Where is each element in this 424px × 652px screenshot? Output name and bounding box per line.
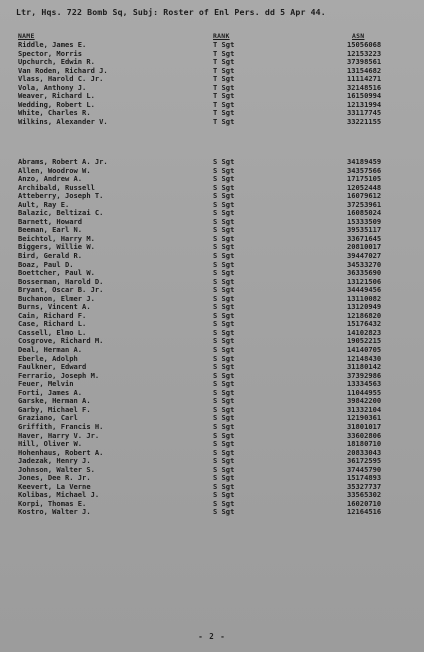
roster-asn: 13334563 [347, 379, 382, 389]
roster-name: Cain, Richard F. [18, 310, 87, 320]
roster-row [0, 508, 424, 517]
roster-rank: S Sgt [213, 404, 235, 414]
roster-rank: S Sgt [213, 319, 235, 329]
roster-asn: 15056068 [347, 40, 382, 49]
roster-asn: 12131994 [347, 99, 382, 109]
roster-name: Jadezak, Henry J. [18, 456, 91, 466]
column-header-name: NAME [18, 32, 35, 40]
roster-rank: S Sgt [213, 507, 235, 517]
roster-asn: 14102823 [347, 327, 382, 337]
roster-name: Deal, Herman A. [18, 345, 83, 355]
roster-asn: 34357566 [347, 165, 382, 175]
roster-rank: S Sgt [213, 191, 235, 201]
roster-name: Wedding, Robert L. [18, 99, 95, 109]
roster-rank: T Sgt [213, 108, 235, 118]
roster-name: Atteberry, Joseph T. [18, 191, 104, 201]
roster-name: Boettcher, Paul W. [18, 268, 95, 278]
roster-rank: S Sgt [213, 199, 235, 209]
roster-asn: 12153223 [347, 48, 382, 58]
tsgt-roster-list [0, 41, 424, 126]
column-header-asn: ASN [352, 32, 365, 40]
roster-rank: S Sgt [213, 421, 235, 431]
roster-asn: 11114271 [347, 74, 382, 84]
page-number: - 2 - [198, 632, 226, 641]
roster-rank: S Sgt [213, 387, 235, 397]
roster-rank: S Sgt [213, 439, 235, 449]
roster-row [0, 118, 424, 127]
roster-asn: 33671645 [347, 233, 382, 243]
roster-name: Ault, Ray E. [18, 199, 70, 209]
roster-name: Upchurch, Edwin R. [18, 57, 95, 67]
roster-rank: T Sgt [213, 48, 235, 58]
roster-name: Cosgrove, Richard M. [18, 336, 104, 346]
roster-name: Beichtol, Harry M. [18, 233, 95, 243]
roster-rank: T Sgt [213, 99, 235, 109]
roster-name: Buchanon, Elmer J. [18, 293, 95, 303]
roster-asn: 18180710 [347, 439, 382, 449]
roster-rank: S Sgt [213, 225, 235, 235]
roster-rank: T Sgt [213, 74, 235, 84]
roster-rank: S Sgt [213, 447, 235, 457]
roster-name: Garby, Michael F. [18, 404, 91, 414]
roster-rank: T Sgt [213, 82, 235, 92]
roster-name: Griffith, Francis H. [18, 421, 104, 431]
roster-asn: 17175105 [347, 174, 382, 184]
roster-rank: S Sgt [213, 353, 235, 363]
roster-rank: S Sgt [213, 157, 235, 166]
roster-asn: 15176432 [347, 319, 382, 329]
roster-name: Feuer, Melvin [18, 379, 74, 389]
roster-rank: S Sgt [213, 182, 235, 192]
roster-name: Hill, Oliver W. [18, 439, 83, 449]
roster-asn: 34533270 [347, 259, 382, 269]
roster-name: Johnson, Walter S. [18, 464, 95, 474]
roster-name: Kolibas, Michael J. [18, 490, 100, 500]
roster-name: Ferrario, Joseph M. [18, 370, 100, 380]
roster-name: Hohenhaus, Robert A. [18, 447, 104, 457]
roster-asn: 20810017 [347, 242, 382, 252]
roster-asn: 16020710 [347, 498, 382, 508]
roster-asn: 12190361 [347, 413, 382, 423]
roster-name: Barnett, Howard [18, 216, 83, 226]
roster-name: Wilkins, Alexander V. [18, 116, 108, 126]
roster-rank: S Sgt [213, 208, 235, 218]
roster-asn: 33117745 [347, 108, 382, 118]
roster-asn: 34449456 [347, 285, 382, 295]
roster-asn: 35327737 [347, 481, 382, 491]
roster-asn: 12186820 [347, 310, 382, 320]
roster-rank: S Sgt [213, 268, 235, 278]
roster-rank: S Sgt [213, 379, 235, 389]
roster-name: Allen, Woodrow W. [18, 165, 91, 175]
roster-rank: S Sgt [213, 498, 235, 508]
roster-name: Riddle, James E. [18, 40, 87, 49]
roster-asn: 16150994 [347, 91, 382, 101]
roster-rank: S Sgt [213, 165, 235, 175]
roster-asn: 32148516 [347, 82, 382, 92]
roster-name: Kostro, Walter J. [18, 507, 91, 517]
roster-asn: 31332104 [347, 404, 382, 414]
roster-name: Vlass, Harold C. Jr. [18, 74, 104, 84]
roster-asn: 39447027 [347, 251, 382, 261]
roster-rank: S Sgt [213, 464, 235, 474]
roster-rank: S Sgt [213, 285, 235, 295]
roster-asn: 37445790 [347, 464, 382, 474]
roster-name: Bird, Gerald R. [18, 251, 83, 261]
roster-rank: S Sgt [213, 327, 235, 337]
roster-asn: 36172595 [347, 456, 382, 466]
roster-rank: S Sgt [213, 310, 235, 320]
column-header-rank: RANK [213, 32, 230, 40]
roster-rank: S Sgt [213, 302, 235, 312]
roster-name: Balazic, Beltizai C. [18, 208, 104, 218]
roster-name: White, Charles R. [18, 108, 91, 118]
roster-name: Van Roden, Richard J. [18, 65, 108, 75]
roster-rank: S Sgt [213, 413, 235, 423]
roster-name: Archibald, Russell [18, 182, 95, 192]
roster-asn: 12164516 [347, 507, 382, 517]
roster-asn: 31180142 [347, 362, 382, 372]
roster-asn: 15333509 [347, 216, 382, 226]
roster-name: Anzo, Andrew A. [18, 174, 83, 184]
roster-rank: T Sgt [213, 40, 235, 49]
roster-name: Abrams, Robert A. Jr. [18, 157, 108, 166]
roster-name: Case, Richard L. [18, 319, 87, 329]
roster-rank: S Sgt [213, 251, 235, 261]
roster-rank: S Sgt [213, 396, 235, 406]
roster-rank: S Sgt [213, 430, 235, 440]
roster-name: Burns, Vincent A. [18, 302, 91, 312]
roster-asn: 13154682 [347, 65, 382, 75]
roster-asn: 13121506 [347, 276, 382, 286]
roster-rank: S Sgt [213, 362, 235, 372]
roster-asn: 20833043 [347, 447, 382, 457]
roster-name: Forti, James A. [18, 387, 83, 397]
roster-name: Garske, Herman A. [18, 396, 91, 406]
roster-asn: 39535117 [347, 225, 382, 235]
roster-asn: 34189459 [347, 157, 382, 166]
roster-name: Spector, Morris [18, 48, 83, 58]
roster-rank: S Sgt [213, 216, 235, 226]
roster-name: Korpi, Thomas E. [18, 498, 87, 508]
roster-asn: 37392986 [347, 370, 382, 380]
roster-asn: 31801017 [347, 421, 382, 431]
roster-name: Beeman, Earl N. [18, 225, 83, 235]
roster-rank: T Sgt [213, 65, 235, 75]
roster-asn: 11044955 [347, 387, 382, 397]
roster-asn: 13120949 [347, 302, 382, 312]
roster-name: Biggers, Willie W. [18, 242, 95, 252]
roster-rank: S Sgt [213, 370, 235, 380]
roster-rank: S Sgt [213, 336, 235, 346]
roster-asn: 33602806 [347, 430, 382, 440]
roster-asn: 14140705 [347, 345, 382, 355]
roster-name: Bosserman, Harold D. [18, 276, 104, 286]
roster-asn: 16085024 [347, 208, 382, 218]
roster-rank: S Sgt [213, 490, 235, 500]
roster-name: Graziano, Carl [18, 413, 78, 423]
roster-name: Jones, Dee R. Jr. [18, 473, 91, 483]
roster-name: Keevert, La Verne [18, 481, 91, 491]
roster-asn: 12052448 [347, 182, 382, 192]
ssgt-roster-list [0, 158, 424, 517]
document-header: Ltr, Hqs. 722 Bomb Sq, Subj: Roster of Enl Pers. dd 5 Apr 44. [16, 7, 326, 17]
roster-name: Weaver, Richard L. [18, 91, 95, 101]
roster-rank: S Sgt [213, 242, 235, 252]
roster-asn: 15174893 [347, 473, 382, 483]
roster-rank: T Sgt [213, 91, 235, 101]
roster-name: Vola, Anthony J. [18, 82, 87, 92]
roster-name: Eberle, Adolph [18, 353, 78, 363]
roster-rank: S Sgt [213, 293, 235, 303]
roster-asn: 19052215 [347, 336, 382, 346]
roster-rank: S Sgt [213, 174, 235, 184]
roster-rank: S Sgt [213, 481, 235, 491]
roster-name: Haver, Harry V. Jr. [18, 430, 100, 440]
roster-rank: S Sgt [213, 473, 235, 483]
roster-asn: 12148430 [347, 353, 382, 363]
roster-rank: T Sgt [213, 57, 235, 67]
roster-asn: 37398561 [347, 57, 382, 67]
roster-asn: 16079612 [347, 191, 382, 201]
roster-asn: 13110082 [347, 293, 382, 303]
roster-name: Faulkner, Edward [18, 362, 87, 372]
roster-asn: 39842200 [347, 396, 382, 406]
roster-asn: 37253961 [347, 199, 382, 209]
roster-rank: S Sgt [213, 259, 235, 269]
roster-asn: 33565302 [347, 490, 382, 500]
roster-name: Boaz, Paul D. [18, 259, 74, 269]
roster-rank: S Sgt [213, 233, 235, 243]
roster-asn: 36335690 [347, 268, 382, 278]
roster-rank: S Sgt [213, 456, 235, 466]
roster-name: Bryant, Oscar B. Jr. [18, 285, 104, 295]
roster-rank: T Sgt [213, 116, 235, 126]
roster-rank: S Sgt [213, 276, 235, 286]
roster-name: Cassell, Elmo L. [18, 327, 87, 337]
roster-rank: S Sgt [213, 345, 235, 355]
roster-asn: 33221155 [347, 116, 382, 126]
